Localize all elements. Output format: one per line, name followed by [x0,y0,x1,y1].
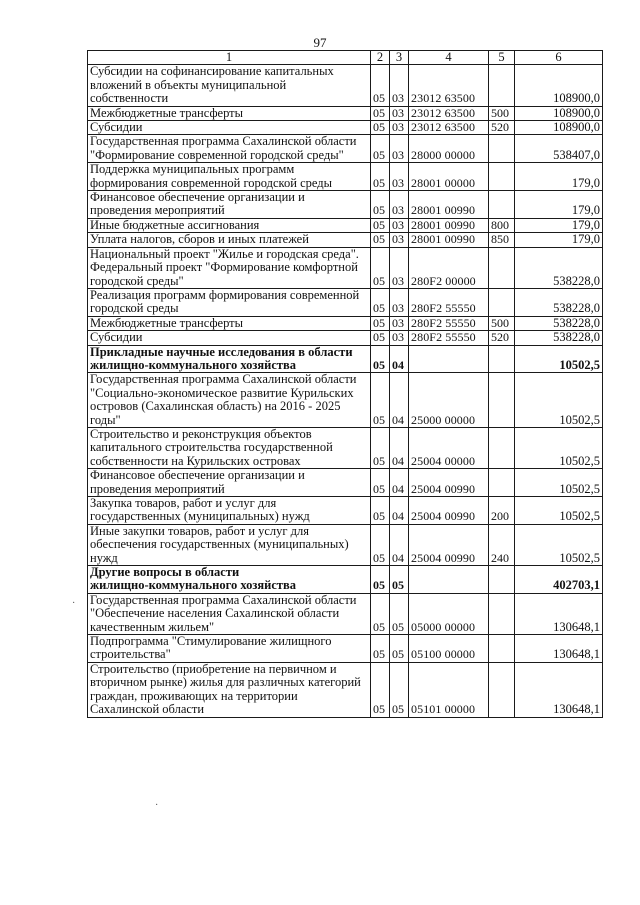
row-target-code: 25004 00990 [409,469,489,497]
row-expense-type [489,191,515,219]
row-section: 05 [371,345,390,373]
table-row [88,593,603,634]
row-amount: 179,0 [515,218,603,232]
row-amount: 10502,5 [515,373,603,428]
row-amount: 108900,0 [515,65,603,106]
table-row [88,469,603,497]
row-target-code: 05101 00000 [409,662,489,717]
scan-mark: · [155,800,159,811]
row-target-code: 23012 63500 [409,121,489,135]
row-expense-type: 800 [489,218,515,232]
row-subsection: 04 [390,497,409,525]
row-target-code: 28001 00990 [409,191,489,219]
row-name: Субсидии на софинансирование капитальных вложений в объекты муниципальной собственности [88,65,371,106]
row-section: 05 [371,593,390,634]
row-section: 05 [371,121,390,135]
table-row [88,497,603,525]
row-expense-type [489,469,515,497]
row-subsection: 03 [390,65,409,106]
header-cell-section: 2 [371,51,390,65]
row-name: Реализация программ формирования современной городской среды [88,288,371,316]
row-expense-type [489,662,515,717]
row-amount: 10502,5 [515,427,603,468]
row-target-code: 23012 63500 [409,106,489,120]
header-cell-target: 4 [409,51,489,65]
row-subsection: 04 [390,345,409,373]
row-name: Государственная программа Сахалинской области "Социально-экономическое развитие Курильских островов (Сахалинская область) на 2016 - 2025 годы" [88,373,371,428]
row-amount: 10502,5 [515,345,603,373]
row-subsection: 03 [390,331,409,345]
row-expense-type: 240 [489,524,515,565]
row-amount: 179,0 [515,191,603,219]
row-expense-type [489,65,515,106]
row-subsection: 04 [390,524,409,565]
row-target-code: 23012 63500 [409,65,489,106]
table-row [88,233,603,247]
table-row [88,316,603,330]
row-subsection: 03 [390,163,409,191]
row-amount: 179,0 [515,233,603,247]
row-section: 05 [371,288,390,316]
row-subsection: 03 [390,121,409,135]
row-subsection: 05 [390,593,409,634]
row-subsection: 05 [390,635,409,663]
budget-table [87,50,603,718]
row-name: Государственная программа Сахалинской области "Обеспечение населения Сахалинской области качественным жильем" [88,593,371,634]
row-expense-type [489,427,515,468]
row-subsection: 03 [390,233,409,247]
table-row [88,566,603,594]
row-name: Межбюджетные трансферты [88,106,371,120]
table-body [88,51,603,718]
row-expense-type [489,593,515,634]
row-amount: 538228,0 [515,331,603,345]
row-name: Субсидии [88,121,371,135]
row-amount: 179,0 [515,163,603,191]
table-row [88,288,603,316]
row-target-code: 28001 00990 [409,218,489,232]
table-row [88,218,603,232]
row-target-code: 25004 00990 [409,524,489,565]
row-section: 05 [371,218,390,232]
row-expense-type [489,566,515,594]
row-section: 05 [371,135,390,163]
row-target-code: 28000 00000 [409,135,489,163]
table-row [88,345,603,373]
row-section: 05 [371,65,390,106]
table-row [88,65,603,106]
row-amount: 130648,1 [515,593,603,634]
row-target-code: 28001 00990 [409,233,489,247]
table-row [88,163,603,191]
row-subsection: 04 [390,373,409,428]
table-row [88,427,603,468]
table-row [88,106,603,120]
row-subsection: 03 [390,191,409,219]
row-section: 05 [371,316,390,330]
row-amount: 130648,1 [515,635,603,663]
row-name: Иные закупки товаров, работ и услуг для обеспечения государственных (муниципальных) нужд [88,524,371,565]
table-row [88,191,603,219]
row-name: Финансовое обеспечение организации и проведения мероприятий [88,469,371,497]
row-target-code: 05000 00000 [409,593,489,634]
header-cell-expense-type: 5 [489,51,515,65]
row-expense-type: 200 [489,497,515,525]
row-target-code [409,345,489,373]
header-cell-name: 1 [88,51,371,65]
row-expense-type: 520 [489,121,515,135]
row-name: Иные бюджетные ассигнования [88,218,371,232]
row-target-code: 28001 00000 [409,163,489,191]
row-amount: 10502,5 [515,524,603,565]
row-section: 05 [371,373,390,428]
row-section: 05 [371,163,390,191]
row-amount: 538228,0 [515,288,603,316]
row-target-code: 25004 00990 [409,497,489,525]
row-subsection: 03 [390,218,409,232]
row-section: 05 [371,524,390,565]
header-cell-subsection: 3 [390,51,409,65]
row-expense-type: 850 [489,233,515,247]
table-row [88,662,603,717]
row-target-code: 25004 00000 [409,427,489,468]
row-amount: 538228,0 [515,247,603,288]
row-expense-type [489,247,515,288]
scan-mark: · [72,598,76,609]
table-row [88,635,603,663]
row-target-code: 25000 00000 [409,373,489,428]
row-subsection: 03 [390,316,409,330]
row-name: Уплата налогов, сборов и иных платежей [88,233,371,247]
header-cell-amount: 6 [515,51,603,65]
row-subsection: 05 [390,566,409,594]
row-subsection: 03 [390,288,409,316]
row-amount: 538407,0 [515,135,603,163]
row-subsection: 03 [390,247,409,288]
row-expense-type: 520 [489,331,515,345]
row-expense-type [489,635,515,663]
row-name: Закупка товаров, работ и услуг для государственных (муниципальных) нужд [88,497,371,525]
row-section: 05 [371,635,390,663]
table-row [88,524,603,565]
row-expense-type [489,163,515,191]
row-section: 05 [371,331,390,345]
row-target-code: 05100 00000 [409,635,489,663]
row-section: 05 [371,566,390,594]
row-subsection: 04 [390,469,409,497]
page-number: 97 [313,35,327,50]
row-name: Строительство (приобретение на первичном и вторичном рынке) жилья для различных категорий граждан, проживающих на территории Сахалинской области [88,662,371,717]
row-amount: 10502,5 [515,469,603,497]
row-subsection: 03 [390,135,409,163]
row-section: 05 [371,191,390,219]
row-subsection: 05 [390,662,409,717]
row-target-code: 280F2 55550 [409,288,489,316]
row-amount: 402703,1 [515,566,603,594]
row-expense-type [489,135,515,163]
table-row [88,331,603,345]
row-name: Межбюджетные трансферты [88,316,371,330]
row-name: Финансовое обеспечение организации и проведения мероприятий [88,191,371,219]
row-section: 05 [371,247,390,288]
row-amount: 10502,5 [515,497,603,525]
table-row [88,135,603,163]
row-target-code: 280F2 55550 [409,316,489,330]
row-section: 05 [371,497,390,525]
row-section: 05 [371,662,390,717]
row-amount: 130648,1 [515,662,603,717]
row-expense-type [489,345,515,373]
row-name: Подпрограмма "Стимулирование жилищного строительства" [88,635,371,663]
row-amount: 538228,0 [515,316,603,330]
row-expense-type: 500 [489,106,515,120]
table-row [88,373,603,428]
table-row [88,121,603,135]
table-row [88,247,603,288]
row-section: 05 [371,233,390,247]
row-amount: 108900,0 [515,106,603,120]
row-expense-type: 500 [489,316,515,330]
row-name: Субсидии [88,331,371,345]
header-row [88,51,603,65]
row-name: Государственная программа Сахалинской области "Формирование современной городской среды" [88,135,371,163]
row-name: Другие вопросы в области жилищно-коммунального хозяйства [88,566,371,594]
row-subsection: 04 [390,427,409,468]
row-name: Поддержка муниципальных программ формирования современной городской среды [88,163,371,191]
row-expense-type [489,288,515,316]
row-target-code: 280F2 55550 [409,331,489,345]
row-section: 05 [371,106,390,120]
row-name: Национальный проект "Жилье и городская среда". Федеральный проект "Формирование комфортной городской среды" [88,247,371,288]
row-subsection: 03 [390,106,409,120]
row-name: Строительство и реконструкция объектов капитального строительства государственной собственности на Курильских островах [88,427,371,468]
row-expense-type [489,373,515,428]
row-section: 05 [371,469,390,497]
row-target-code: 280F2 00000 [409,247,489,288]
row-section: 05 [371,427,390,468]
row-amount: 108900,0 [515,121,603,135]
row-target-code [409,566,489,594]
row-name: Прикладные научные исследования в области жилищно-коммунального хозяйства [88,345,371,373]
